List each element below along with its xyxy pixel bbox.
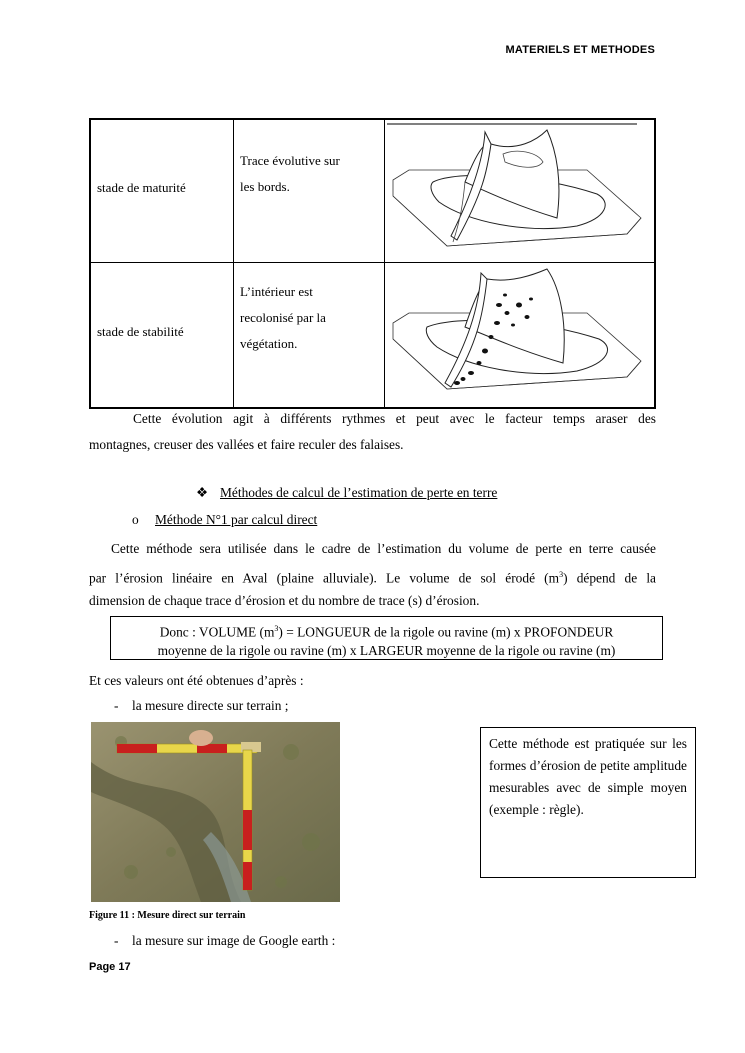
dash-bullet: - [114,933,119,948]
sketch-cell [385,263,654,408]
page-header-title: MATERIELS ET METHODES [505,44,655,56]
paragraph-line: dimension de chaque trace d’érosion et du nombre de trace (s) d’érosion. [89,593,480,608]
dash-bullet: - [114,698,119,713]
values-intro [89,668,656,694]
paragraph-line [89,562,656,588]
text-segment: Donc : VOLUME (m [159,624,275,640]
section-heading [196,485,497,501]
ruler-measurement-photo [91,722,340,902]
paragraph-line: Et ces valeurs ont été obtenues d’après : [89,673,304,688]
stage-description [240,279,326,357]
paragraph-line: Cette évolution agit à différents rythmes et peut avec le facteur temps araser des [133,411,656,426]
text-segment: par l’érosion linéaire en Aval (plaine alluviale). Le volume de sol érodé (m [89,570,560,586]
ravine-maturity-sketch-icon [387,122,653,260]
figure-caption: Figure 11 : Mesure direct sur terrain [89,910,246,921]
method-note-box: Cette méthode est pratiquée sur les formes d’érosion de petite amplitude mesurables avec de simple moyen (exemple : règle). [480,727,696,878]
list-item-text: la mesure sur image de Google earth : [132,933,336,948]
stage-description [240,148,340,200]
description-cell [234,263,385,408]
formula-line [111,619,662,641]
method-paragraph [89,536,656,614]
erosion-stages-table [89,118,656,409]
page-number: Page 17 [89,961,131,973]
list-item [114,698,289,714]
list-item-text: la mesure directe sur terrain ; [132,698,289,713]
table-row [91,120,654,263]
superscript: 3 [274,624,279,633]
sub-heading [132,512,317,528]
stage-cell [91,263,234,408]
stage-name: stade de stabilité [97,324,184,339]
table-row [91,263,654,408]
evolution-paragraph [89,406,656,458]
description-line: Trace évolutive sur [240,153,340,168]
paragraph-line: montagnes, creuser des vallées et faire reculer des falaises. [89,437,404,452]
list-item [114,933,335,949]
description-line: végétation. [240,336,298,351]
circle-bullet: o [132,512,139,527]
stage-cell [91,120,234,262]
description-line: les bords. [240,179,290,194]
ruler-measurement-photo-icon [91,722,340,902]
ravine-stability-sketch-icon [387,265,653,405]
section-heading-text: Méthodes de calcul de l’estimation de perte en terre [220,485,498,500]
description-line: L’intérieur est [240,284,313,299]
sketch-cell [385,120,654,262]
volume-formula-box [110,616,663,660]
diamond-bullet-icon: ❖ [196,485,209,500]
text-segment: ) = LONGUEUR de la rigole ou ravine (m) x PROFONDEUR [278,624,614,640]
description-cell [234,120,385,262]
stage-name: stade de maturité [97,180,186,195]
sub-heading-text: Méthode N°1 par calcul direct [155,512,318,527]
description-line: recolonisé par la [240,310,326,325]
paragraph-line: Cette méthode sera utilisée dans le cadre de l’estimation du volume de perte en terre causée [111,541,656,556]
superscript: 3 [559,570,564,579]
formula-line: moyenne de la rigole ou ravine (m) x LARGEUR moyenne de la rigole ou ravine (m) [157,643,616,659]
text-segment: ) dépend de la [563,570,656,586]
